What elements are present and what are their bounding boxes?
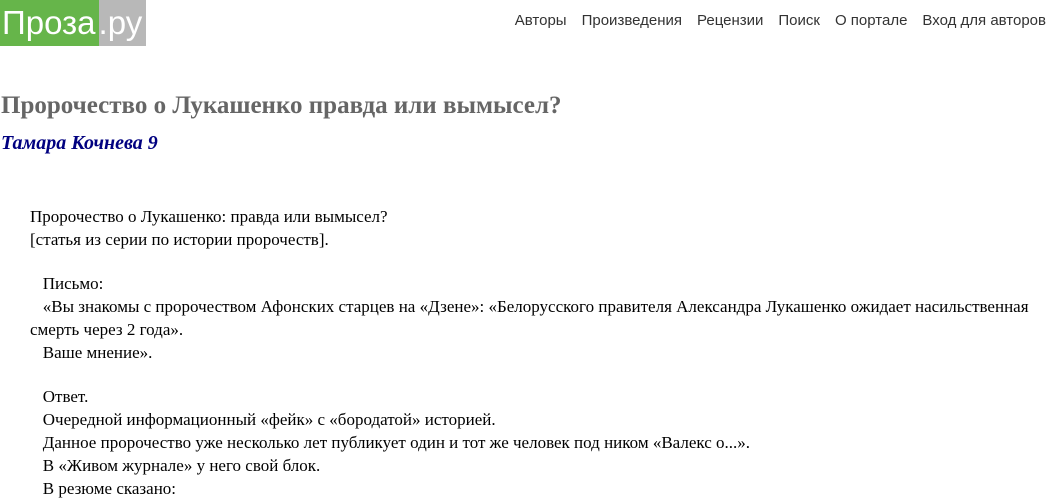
site-logo[interactable] <box>0 0 146 46</box>
nav-about[interactable]: О портале <box>834 12 908 29</box>
main-nav <box>500 12 1046 29</box>
article-line: Ваше мнение». <box>30 343 153 362</box>
author-link[interactable]: Тамара Кочнева 9 <box>1 132 158 154</box>
logo-text-main: Проза <box>0 0 99 46</box>
nav-search[interactable]: Поиск <box>778 12 820 29</box>
article-line: В «Живом журнале» у него свой блок. <box>30 456 321 475</box>
article-line: Данное пророчество уже несколько лет публикует один и тот же человек под ником «Валекс о...». <box>30 433 751 452</box>
paragraph-gap <box>30 251 1030 272</box>
article-line: [статья из серии по истории пророчеств]. <box>30 230 329 249</box>
article-line: «Вы знакомы с пророчеством Афонских старцев на «Дзене»: «Белорусского правителя Александра Лукашенко ожидает насильственная смерть через 2 года». <box>30 297 1033 339</box>
article-line: Ответ. <box>30 387 89 406</box>
nav-reviews[interactable]: Рецензии <box>697 12 764 29</box>
article-line: Очередной информационный «фейк» с «бородатой» историей. <box>30 410 496 429</box>
top-bar <box>0 0 1054 46</box>
paragraph-gap <box>30 364 1030 385</box>
logo-text-domain: .ру <box>99 0 147 46</box>
nav-login[interactable]: Вход для авторов <box>922 12 1046 29</box>
article-line: В резюме сказано: <box>30 479 177 498</box>
article-body <box>30 205 1033 500</box>
article-title: Пророчество о Лукашенко правда или вымысел? <box>1 92 562 119</box>
article-line: Пророчество о Лукашенко: правда или вымысел? <box>30 207 388 226</box>
nav-authors[interactable]: Авторы <box>514 12 567 29</box>
article-line: Письмо: <box>30 274 104 293</box>
nav-works[interactable]: Произведения <box>581 12 683 29</box>
